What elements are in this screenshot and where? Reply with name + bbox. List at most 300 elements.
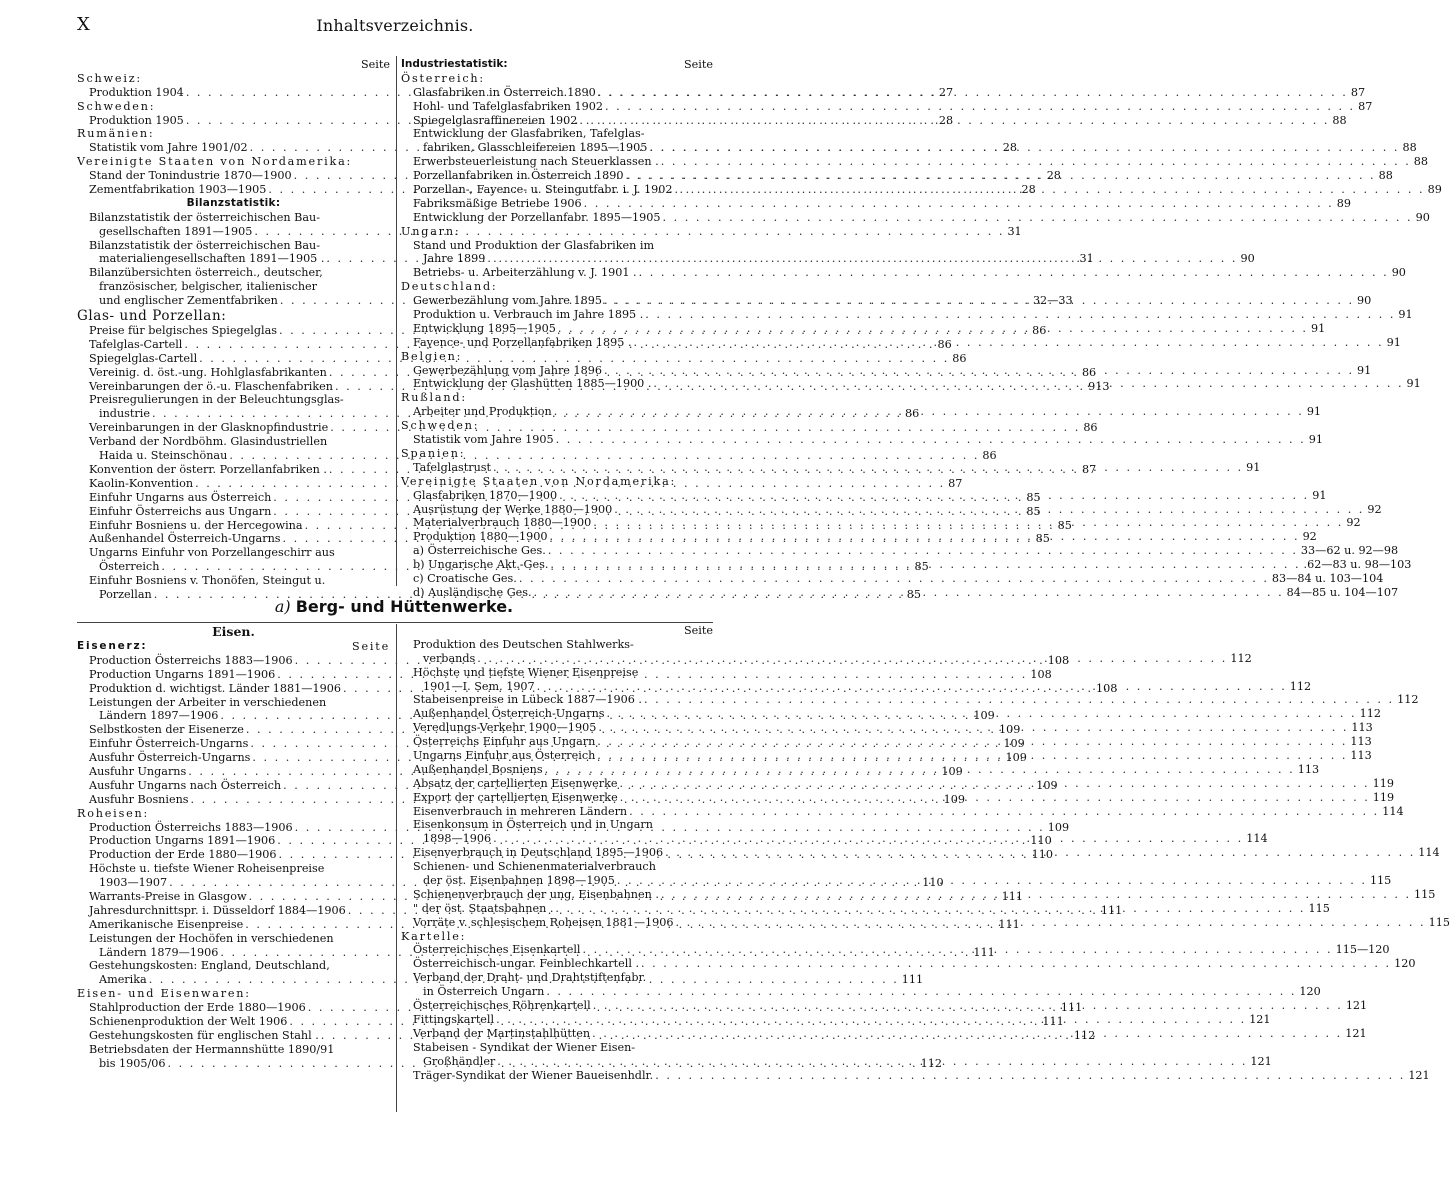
entry-title: gesellschaften 1891—1905 xyxy=(99,224,253,238)
toc-entry xyxy=(77,696,390,710)
page-number: 112 xyxy=(1230,651,1252,665)
entry-title: Betriebs- u. Arbeiterzählung v. J. 1901 . xyxy=(413,266,637,280)
category-heading xyxy=(401,447,713,461)
page-number: 113 xyxy=(1350,749,1372,763)
page-number: 28 xyxy=(1021,183,1036,197)
dot-leader xyxy=(582,197,1334,211)
toc-entry xyxy=(401,818,713,832)
page-number: 32—33 xyxy=(1032,294,1073,308)
entry-title: Preisregulierungen in der Beleuchtungsglas- xyxy=(89,393,344,407)
page-number: 109 xyxy=(998,723,1021,737)
entry-title: Verband der Martinstahlhütten xyxy=(413,1026,591,1040)
dot-leader xyxy=(596,721,1348,735)
page-column-header xyxy=(401,624,713,638)
dot-leader xyxy=(475,652,1227,666)
entry-title: französischer, belgischer, italienischer xyxy=(99,280,318,294)
toc-entry xyxy=(401,860,713,874)
toc-entry xyxy=(401,433,1323,447)
dot-leader xyxy=(637,266,1389,280)
entry-title: Konvention der österr. Porzellanfabriken . xyxy=(89,462,327,476)
entry-title: Schienenproduktion der Welt 1906 xyxy=(89,1015,288,1029)
dot-leader xyxy=(581,943,1333,957)
section-heading xyxy=(77,197,390,211)
toc-entry xyxy=(401,127,713,141)
dot-leader xyxy=(595,749,1347,763)
entry-title: Österreichs Einfuhr aus Ungarn xyxy=(413,735,596,749)
dot-leader xyxy=(663,846,1415,860)
entry-title: Arbeiter und Produktion xyxy=(413,405,552,419)
dot-leader xyxy=(591,999,1343,1013)
toc-entry xyxy=(401,571,1384,586)
page-number: 108 xyxy=(1047,653,1070,667)
entry-title: Eisen. xyxy=(212,624,255,639)
page-number: 87 xyxy=(1350,85,1366,99)
entry-title: Schweden: xyxy=(401,419,480,433)
page-number: 111 xyxy=(1001,890,1023,904)
dot-leader xyxy=(602,294,1354,308)
entry-title: Schweiz: xyxy=(77,71,142,85)
page-number: 109 xyxy=(943,792,965,806)
entry-title: Statistik vom Jahre 1905 xyxy=(413,433,554,447)
entry-title: Großhändler xyxy=(423,1054,496,1068)
page-number: 109 xyxy=(941,765,963,779)
entry-title: Entwicklung 1895—1905 xyxy=(413,321,556,335)
entry-title: Stand und Produktion der Glasfabriken im xyxy=(413,238,655,252)
page-number: 121 xyxy=(1345,1026,1367,1040)
page-number: 91 xyxy=(1308,433,1323,447)
dot-leader xyxy=(612,503,1364,517)
page-column-header xyxy=(77,58,390,72)
entry-title: fabriken, Glasschleifereien 1895—1905 xyxy=(423,141,648,155)
page-number: 28 xyxy=(938,113,954,127)
entry-title: Höchste und tiefste Wiener Eisenpreise xyxy=(413,665,639,679)
toc-entry xyxy=(401,196,1351,211)
dot-leader xyxy=(647,141,1399,155)
toc-entry xyxy=(77,1043,390,1057)
entry-title: und englischer Zementfabriken xyxy=(99,294,278,308)
dot-leader xyxy=(618,791,1370,805)
entry-title: Gewerbezählung vom Jahre 1895 xyxy=(413,294,602,308)
page-number: 120 xyxy=(1394,957,1416,971)
entry-title: " der öst. Staatsbahnen . xyxy=(413,901,554,915)
entry-title: Tafelglastrust xyxy=(413,460,492,474)
entry-title: Zementfabrikation 1903—1905 xyxy=(89,183,267,197)
dot-leader xyxy=(547,530,1299,544)
page-number: 121 xyxy=(1250,1054,1272,1068)
dot-leader xyxy=(595,735,1347,749)
page-number: 87 xyxy=(1081,462,1097,476)
page-number: 115 xyxy=(1308,901,1330,915)
category-heading xyxy=(401,391,713,405)
category-heading xyxy=(77,807,390,821)
toc-entry xyxy=(77,435,390,449)
dot-leader xyxy=(548,558,1300,572)
dot-leader xyxy=(596,86,1348,100)
entry-title: Tafelglas-Cartell xyxy=(89,337,183,351)
entry-title: materialiengesellschaften 1891—1905 . xyxy=(99,252,325,266)
category-heading xyxy=(77,987,390,1001)
toc-entry xyxy=(77,862,390,876)
page-number: 115 xyxy=(1414,887,1436,901)
page-number: 83—84 u. 103—104 xyxy=(1271,571,1384,585)
page-number: 110 xyxy=(1031,848,1053,862)
toc-entry xyxy=(77,266,390,280)
entry-title: 1901—I. Sem. 1907 xyxy=(423,679,535,693)
page-number: 110 xyxy=(922,876,944,890)
toc-entry xyxy=(77,393,390,407)
entry-title: Österreichisches Eisenkartell xyxy=(413,943,581,957)
dot-leader xyxy=(603,100,1355,114)
entry-title: Rumänien: xyxy=(77,127,155,141)
category-heading xyxy=(77,100,390,114)
page-number: 28 xyxy=(1046,169,1061,183)
dot-leader xyxy=(494,1013,1246,1027)
toc-entry xyxy=(401,155,1429,169)
page-number: 92 xyxy=(1346,516,1361,530)
dot-leader xyxy=(642,693,1394,707)
entry-title: Stabeisenpreise in Lübeck 1887—1906 . xyxy=(413,693,642,707)
page-number: 91 xyxy=(1306,405,1322,419)
entry-title: Außenhandel Bosniens xyxy=(413,762,543,776)
dot-leader xyxy=(544,985,1296,999)
page-number: 91 xyxy=(1386,335,1401,349)
category-heading xyxy=(77,640,390,654)
page-number: 87 xyxy=(1358,99,1373,113)
category-heading xyxy=(77,72,390,86)
page-number: 913 xyxy=(1088,379,1110,393)
toc-entry xyxy=(401,210,1430,225)
entry-title: d) Ausländische Ges. xyxy=(413,585,532,599)
column-divider-bottom xyxy=(396,624,397,1112)
entry-title: Industriestatistik: xyxy=(401,58,508,70)
dot-leader xyxy=(491,832,1243,846)
page-number: 85 xyxy=(1026,504,1041,518)
entry-title: Ländern 1879—1906 xyxy=(99,945,219,959)
entry-title: Fittingskartell xyxy=(413,1012,495,1026)
entry-title: Bilanzstatistik der österreichischen Bau- xyxy=(89,210,320,224)
entry-title: Belgien: xyxy=(401,349,463,363)
entry-title: Deutschland: xyxy=(401,280,498,294)
page-column-header: Seite xyxy=(684,58,713,71)
toc-entry xyxy=(401,183,1442,197)
page-number: 86 xyxy=(1032,324,1047,338)
toc-entry xyxy=(401,239,713,253)
entry-title: Veredlungs-Verkehr 1900—1905 xyxy=(413,721,597,735)
page-number: 86 xyxy=(1081,365,1097,379)
page-number: 90 xyxy=(1415,210,1430,224)
dot-leader xyxy=(673,916,1425,930)
entry-title: Eisenverbrauch in mehreren Ländern xyxy=(413,804,628,818)
page-number: 27 xyxy=(938,85,954,99)
entry-title: Hohl- und Tafelglasfabriken 1902 xyxy=(413,99,604,113)
page-number: 85 xyxy=(906,587,922,601)
dot-leader xyxy=(485,252,1237,266)
column-divider-top xyxy=(396,56,397,586)
page-number: 114 xyxy=(1418,846,1440,860)
entry-title: Schweden: xyxy=(77,99,156,113)
page-number: 121 xyxy=(1408,1068,1430,1082)
dot-leader xyxy=(639,957,1391,971)
entry-title: Stabeisen - Syndikat der Wiener Eisen- xyxy=(413,1040,636,1054)
toc-entry xyxy=(77,932,390,946)
entry-title: Gewerbezählung vom Jahre 1896 xyxy=(413,363,602,377)
toc-entry xyxy=(401,1068,1430,1083)
page-number: 111 xyxy=(1042,1015,1064,1029)
entry-title: Production Ungarns 1891—1906 xyxy=(89,667,276,681)
entry-title: Rußland: xyxy=(401,391,467,405)
page-number: 115—120 xyxy=(1335,943,1390,957)
entry-title: Österreichisches Röhrenkartell xyxy=(413,999,591,1013)
page-number: 119 xyxy=(1372,776,1394,790)
page-number: 92 xyxy=(1302,530,1317,544)
entry-title: Österreich xyxy=(99,560,160,574)
toc-entry xyxy=(77,959,390,973)
entry-title: industrie xyxy=(99,407,150,421)
page-number: 113 xyxy=(1297,762,1320,776)
page-number: 91 xyxy=(1246,460,1261,474)
page-number: 33—62 u. 92—98 xyxy=(1300,544,1399,558)
dot-leader xyxy=(553,902,1305,916)
category-heading xyxy=(77,155,390,169)
toc-entry xyxy=(401,113,1347,128)
dot-leader xyxy=(653,1069,1405,1083)
page-number: 109 xyxy=(1003,737,1025,751)
category-heading xyxy=(401,280,713,294)
entry-title: Selbstkosten der Eisenerze xyxy=(89,723,244,737)
entry-title: Verband der Nordböhm. Glasindustriellen xyxy=(89,435,328,449)
page-number: 113 xyxy=(1350,735,1372,749)
toc-entry xyxy=(401,666,713,680)
entry-title: Production Österreichs 1883—1906 xyxy=(89,820,293,834)
entry-title: Seite xyxy=(684,624,713,637)
toc-entry xyxy=(401,804,1404,819)
toc-entry xyxy=(77,211,390,225)
toc-entry xyxy=(401,99,1373,114)
dot-leader xyxy=(591,516,1343,530)
dot-leader xyxy=(643,308,1395,322)
entry-title: Einfuhr Bosniens u. der Hercegowina xyxy=(89,518,303,532)
toc-entry xyxy=(401,308,1413,322)
dot-leader xyxy=(605,707,1357,721)
entry-title: Glas- und Porzellan: xyxy=(77,308,227,325)
entry-title: Eisen- und Eisenwaren: xyxy=(77,987,251,1001)
entry-title: Vereinigte Staaten von Nordamerika: xyxy=(77,155,353,169)
dot-leader xyxy=(517,572,1269,586)
category-heading xyxy=(401,350,713,364)
entry-title: 1898—1906 xyxy=(423,832,492,846)
entry-title: Statistik vom Jahre 1901/02 xyxy=(89,141,248,155)
page-number: .62—83 u. 98—103 xyxy=(1303,558,1412,572)
page-number: 111 xyxy=(973,945,995,959)
entry-title: Ungarn: xyxy=(401,224,461,238)
entry-title: Österreichisch-ungar. Feinblechkartell . xyxy=(413,957,640,971)
section-heading xyxy=(77,624,390,640)
toc-entry xyxy=(77,239,390,253)
entry-title: bis 1905/06 xyxy=(99,1056,166,1070)
entry-title: Leistungen der Arbeiter in verschiedenen xyxy=(89,695,327,709)
entry-title: Österreich: xyxy=(401,71,485,85)
page-number: 109 xyxy=(973,709,995,723)
dot-leader xyxy=(557,489,1309,503)
dot-leader xyxy=(590,1027,1342,1041)
entry-title: Jahresdurchnittspr. i. Düsseldorf 1884—1906 xyxy=(89,903,346,917)
entry-title: Vereinig. d. öst.-ung. Hohlglasfabrikanten xyxy=(89,365,327,379)
dot-leader xyxy=(618,777,1370,791)
page-number: 88 xyxy=(1378,169,1393,183)
page-number: 85 xyxy=(1035,532,1050,546)
category-heading xyxy=(401,475,713,489)
page-number: 91 xyxy=(1357,363,1372,377)
page-number: 31 xyxy=(1007,224,1022,238)
toc-entry-continuation xyxy=(401,985,1321,999)
page-number: 92 xyxy=(1367,502,1382,516)
entry-title: 1903—1907 xyxy=(99,876,168,890)
dot-leader xyxy=(577,114,1329,128)
entry-title: Glasfabriken 1870—1900 xyxy=(413,488,558,502)
page-number: 90 xyxy=(1391,266,1406,280)
entry-title: Entwicklung der Glasfabriken, Tafelglas- xyxy=(413,127,645,141)
page-number: 91 xyxy=(1311,321,1326,335)
page-number: 86 xyxy=(982,449,997,463)
dot-leader xyxy=(661,211,1413,225)
entry-title: Export der cartellierten Eisenwerke xyxy=(413,790,618,804)
page-number: 111 xyxy=(1060,1001,1083,1015)
page-number: 115 xyxy=(1428,915,1450,929)
page-number: 88 xyxy=(1332,113,1347,127)
entry-title: Einfuhr Österreich-Ungarns xyxy=(89,737,249,751)
entry-title: Stahlproduction der Erde 1880—1906 xyxy=(89,1001,306,1015)
page-numeral: X xyxy=(77,14,90,35)
page-number: 85 xyxy=(1026,490,1041,504)
toc-entry xyxy=(401,266,1406,280)
entry-title: a) Österreichische Ges. xyxy=(413,544,546,558)
category-heading xyxy=(401,930,713,944)
entry-title: Gestehungskosten für englischen Stahl . xyxy=(89,1028,319,1042)
page-number: 89 xyxy=(1336,196,1351,210)
page-number: 86 xyxy=(952,351,967,365)
page-number: 111 xyxy=(1100,903,1123,917)
entry-title: Entwicklung der Porzellanfabr. 1895—1905 xyxy=(413,210,661,224)
entry-title: Roheisen: xyxy=(77,806,150,820)
dot-leader xyxy=(546,544,1298,558)
page-number: 87 xyxy=(948,476,963,490)
category-heading xyxy=(401,72,713,86)
page-number: 31 xyxy=(1079,252,1094,266)
entry-title: Porzellan xyxy=(99,587,152,601)
entry-title: c) Croatische Ges. xyxy=(413,571,517,585)
dot-leader xyxy=(543,763,1295,777)
entry-title: Jahre 1899 xyxy=(423,252,486,266)
entry-title: Vereinigte Staaten von Nordamerika: xyxy=(401,474,677,488)
page-number: 112 xyxy=(1397,693,1419,707)
entry-title: b) Ungarische Akt.-Ges. xyxy=(413,558,549,572)
entry-title: Glasfabriken in Österreich 1890 xyxy=(413,85,596,99)
entry-title: Produktion 1905 xyxy=(89,113,184,127)
category-heading xyxy=(401,225,713,239)
toc-entry xyxy=(401,957,1416,971)
page-number: 114 xyxy=(1246,832,1268,846)
dot-leader xyxy=(602,364,1354,378)
page-number: 110 xyxy=(1030,834,1052,848)
entry-title: Entwicklung der Glashütten 1885—1900 . xyxy=(413,377,652,391)
dot-leader xyxy=(556,322,1308,336)
entry-title: Bilanzstatistik: xyxy=(186,196,281,209)
entry-title: Seite xyxy=(361,58,390,71)
part-heading-title: Berg- und Hüttenwerke. xyxy=(295,597,514,616)
category-heading xyxy=(77,127,390,141)
entry-title: Schienenverbrauch der ung. Eisenbahnen . xyxy=(413,887,659,901)
entry-title: Außenhandel Österreich-Ungarns xyxy=(413,707,605,721)
entry-title: verbands xyxy=(423,651,476,665)
entry-title: Eisenverbrauch in Deutschland 1895—1906 xyxy=(413,846,664,860)
dot-leader xyxy=(495,1055,1247,1069)
toc-entry xyxy=(401,693,1419,707)
dot-leader xyxy=(624,169,1376,183)
page-number: 90 xyxy=(1357,294,1372,308)
entry-title: Ländern 1897—1906 xyxy=(99,709,219,723)
dot-leader xyxy=(651,377,1403,391)
dot-leader xyxy=(659,155,1411,169)
entry-title: Porzellan-, Fayence- u. Steingutfabr. i. J. 1902 xyxy=(413,183,673,197)
section-heading xyxy=(77,308,390,324)
page-number: 114 xyxy=(1382,804,1404,818)
entry-title: Stand der Tonindustrie 1870—1900 xyxy=(89,169,292,183)
toc-entry xyxy=(401,971,713,985)
entry-title: Amerikanische Eisenpreise xyxy=(89,917,244,931)
entry-title: Ausrüstung der Werke 1880—1900 xyxy=(413,502,613,516)
toc-entry xyxy=(401,1041,713,1055)
entry-title: Produktion d. wichtigst. Länder 1881—1906 xyxy=(89,681,341,695)
entry-title: Production Österreichs 1883—1906 xyxy=(89,653,293,667)
page-number: 108 xyxy=(1096,681,1118,695)
entry-title: Eisenerz: xyxy=(77,640,148,652)
entry-title: Vereinbarungen in der Glasknopfindustrie xyxy=(89,421,329,435)
entry-title: Träger-Syndikat der Wiener Baueisenhdlr. xyxy=(413,1068,654,1082)
dot-leader xyxy=(491,461,1243,475)
toc-entry xyxy=(77,574,390,588)
entry-title: in Österreich Ungarn xyxy=(423,985,545,999)
entry-title: Produktion u. Verbrauch im Jahre 1895 . xyxy=(413,308,644,322)
entry-title: Bilanzübersichten österreich., deutscher, xyxy=(89,266,323,280)
part-heading-letter: a) xyxy=(274,597,291,616)
entry-title: Spanien: xyxy=(401,446,466,460)
entry-title: Ausfuhr Ungarns xyxy=(89,765,187,779)
entry-title: Materialverbrauch 1880—1900 xyxy=(413,516,592,530)
page-number: 109 xyxy=(1005,751,1027,765)
page-number: 88 xyxy=(1402,141,1417,155)
entry-title: Kaolin-Konvention xyxy=(89,476,194,490)
entry-title: Außenhandel Österreich-Ungarns xyxy=(89,532,281,546)
page-number: 109 xyxy=(1036,778,1058,792)
page-number: 119 xyxy=(1372,790,1395,804)
entry-title: Porzellanfabriken in Österreich 1890 xyxy=(413,169,624,183)
toc-entry-continuation xyxy=(77,280,390,294)
entry-title: Einfuhr Österreichs aus Ungarn xyxy=(89,504,272,518)
entry-title: Vereinbarungen der ö.-u. Flaschenfabriken xyxy=(89,379,333,393)
page-number: 91 xyxy=(1312,488,1327,502)
page-number: 115 xyxy=(1369,874,1392,888)
entry-title: Produktion 1904 xyxy=(89,85,184,99)
entry-title: Betriebsdaten der Hermannshütte 1890/91 xyxy=(89,1042,335,1056)
page-number: 112 xyxy=(1073,1028,1096,1042)
page-number: 91 xyxy=(1406,377,1421,391)
page-number: 111 xyxy=(901,973,924,987)
entry-title: der öst. Eisenbahnen 1898—1905 xyxy=(423,874,615,888)
page-number: 109 xyxy=(1047,820,1070,834)
page-number: 86 xyxy=(1083,421,1098,435)
entry-title: Produktion des Deutschen Stahlwerks- xyxy=(413,637,634,651)
toc-entry xyxy=(77,546,390,560)
